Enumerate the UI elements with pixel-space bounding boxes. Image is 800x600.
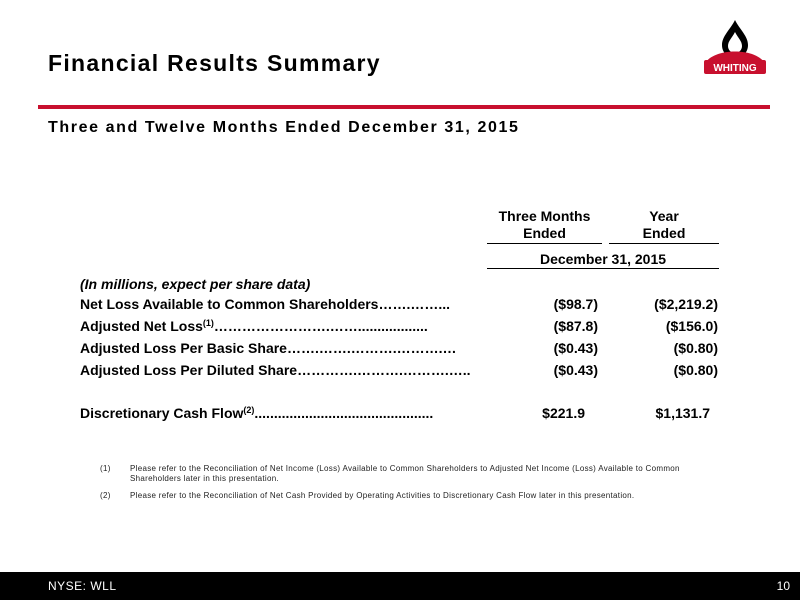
three-months-value: ($98.7) <box>553 296 598 312</box>
footnote <box>100 491 690 501</box>
column-underline <box>609 243 719 244</box>
footer-bar <box>0 572 800 600</box>
footnote-number: (1) <box>100 464 111 473</box>
table-row <box>80 362 720 382</box>
footnotes <box>100 464 690 508</box>
column-header-line: Three Months <box>498 208 591 224</box>
units-note: (In millions, expect per share data) <box>80 276 311 292</box>
row-label: Adjusted Net Loss$^{(1)}$…………………….…….................. <box>80 318 428 334</box>
page-number: 10 <box>776 579 790 593</box>
page-subtitle: Three and Twelve Months Ended December 31, 2015 <box>48 119 520 136</box>
footnote-text: Please refer to the Reconciliation of Net Income (Loss) Available to Common Shareholders to Adjusted Net Income (Loss) Available to Common Shareholders later in this presentation. <box>130 464 680 483</box>
year-value: ($0.80) <box>673 340 718 356</box>
period-underline <box>487 268 719 269</box>
table-row <box>80 340 720 360</box>
year-value: ($0.80) <box>673 362 718 378</box>
table-row <box>80 296 720 316</box>
year-value: $1,131.7 <box>655 405 710 421</box>
column-header-line: Year <box>649 208 679 224</box>
table-row <box>80 405 720 425</box>
row-label: Discretionary Cash Flow$^{(2)}$.............................................. <box>80 405 434 421</box>
table-row <box>80 318 720 338</box>
logo-text: WHITING <box>713 63 757 74</box>
column-header-line: Ended <box>523 225 566 241</box>
stock-ticker: NYSE: WLL <box>48 579 117 593</box>
footnote-text: Please refer to the Reconciliation of Net Cash Provided by Operating Activities to Discretionary Cash Flow later in this presentation. <box>130 491 635 500</box>
three-months-value: ($87.8) <box>553 318 598 334</box>
footnote-number: (2) <box>100 491 111 500</box>
whiting-logo <box>700 18 770 80</box>
three-months-value: ($0.43) <box>553 340 598 356</box>
three-months-value: ($0.43) <box>553 362 598 378</box>
header-divider <box>38 105 770 109</box>
column-header-year <box>609 208 719 242</box>
footnote <box>100 464 690 484</box>
column-header-three-months <box>487 208 602 242</box>
row-label: Adjusted Loss Per Diluted Share………….……….……….….. <box>80 362 471 378</box>
row-label: Net Loss Available to Common Shareholders…….……... <box>80 296 451 312</box>
year-value: ($2,219.2) <box>654 296 718 312</box>
page-title: Financial Results Summary <box>48 50 381 76</box>
column-header-line: Ended <box>642 225 686 241</box>
year-value: ($156.0) <box>665 318 718 334</box>
three-months-value: $221.9 <box>542 405 585 421</box>
row-label: Adjusted Loss Per Basic Share…….…….……….……….… <box>80 340 457 356</box>
period-header: December 31, 2015 <box>539 251 667 267</box>
column-underline <box>487 243 602 244</box>
